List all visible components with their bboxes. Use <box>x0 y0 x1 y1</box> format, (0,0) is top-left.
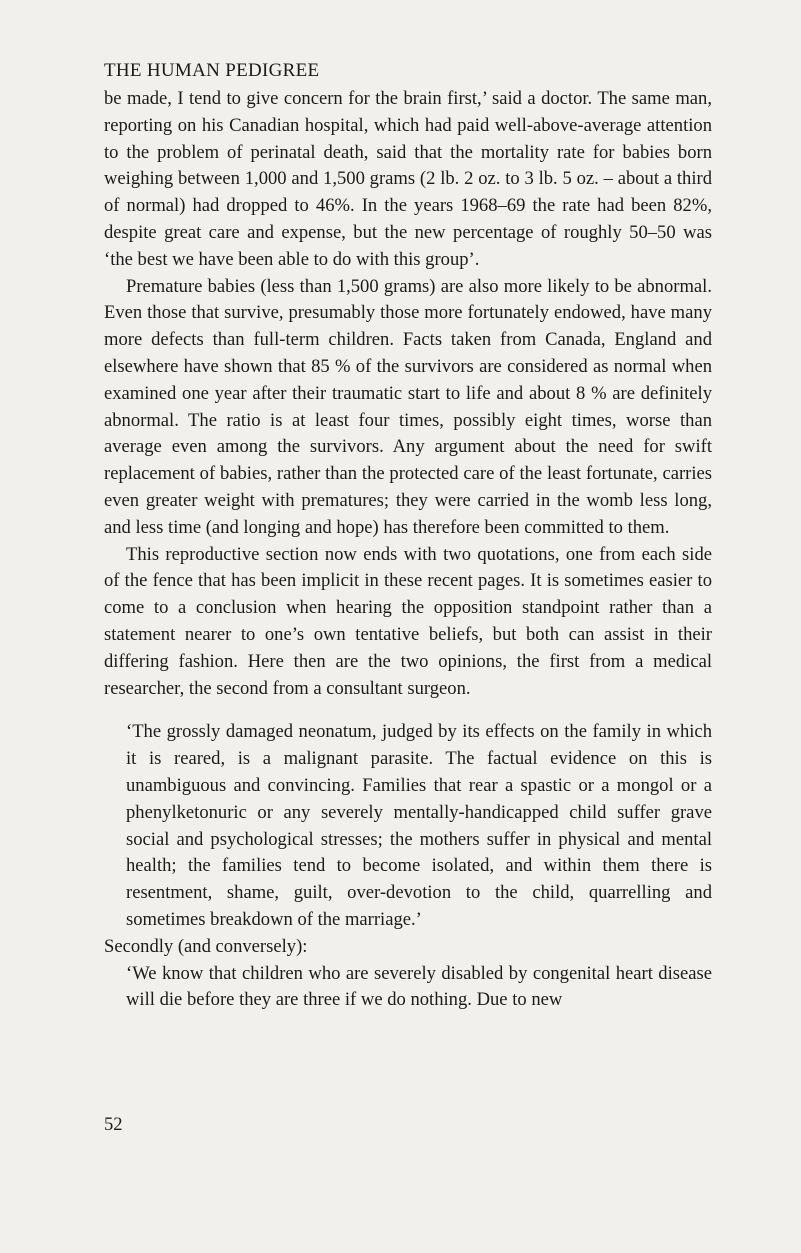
running-head: THE HUMAN PEDIGREE <box>104 60 320 81</box>
paragraph-perinatal-mortality: be made, I tend to give concern for the brain first,’ said a doctor. The same man, reporting on his Canadian hospital, which had paid well-above-average attention to the problem of perinatal death, said that the mortality rate for babies born weighing between 1,000 and 1,500 grams (2 lb. 2 oz. to 3 lb. 5 oz. – about a third of normal) had dropped to 46%. In the years 1968–69 the rate had been 82%, despite great care and expense, but the new percentage of roughly 50–50 was ‘the best we have been able to do with this group’. <box>104 88 712 270</box>
quote-medical-researcher: ‘The grossly damaged neonatum, judged by its effects on the family in which it is reared, is a malignant parasite. The factual evidence on this is unambiguous and convincing. Families that rear a spastic or a mongol or a phenylketonuric or any severely mentally-handicapped child suffer grave social and psychological stresses; the mothers suffer in physical and mental health; the families tend to become isolated, and within them there is resentment, shame, guilt, over-devotion to the child, quarrelling and sometimes breakdown of the marriage.’ <box>126 721 712 930</box>
quote-transition: Secondly (and conversely): <box>104 935 308 957</box>
body-text <box>104 86 712 1014</box>
page-number: 52 <box>104 1114 123 1135</box>
paragraph-premature-babies: Premature babies (less than 1,500 grams) are also more likely to be abnormal. Even those that survive, presumably those more fortunately endowed, have many more defects than full-term children. Facts taken from Canada, England and elsewhere have shown that 85 % of the survivors are considered as normal when examined one year after their traumatic start to life and about 8 % are definitely abnormal. The ratio is at least four times, possibly eight times, worse than average even among the survivors. Any argument about the need for swift replacement of babies, rather than the protected care of the least fortunate, carries even greater weight with prematures; they were carried in the womb less long, and less time (and longing and hope) has therefore been committed to them. <box>104 275 712 538</box>
paragraph-two-quotations: This reproductive section now ends with two quotations, one from each side of the fence that has been implicit in these recent pages. It is sometimes easier to come to a conclusion when hearing the opposition standpoint rather than a statement nearer to one’s own tentative beliefs, but both can assist in their differing fashion. Here then are the two opinions, the first from a medical researcher, the second from a consultant surgeon. <box>104 543 712 699</box>
quote-consultant-surgeon: ‘We know that children who are severely disabled by congenital heart disease will die before they are three if we do nothing. Due to new <box>126 962 712 1011</box>
